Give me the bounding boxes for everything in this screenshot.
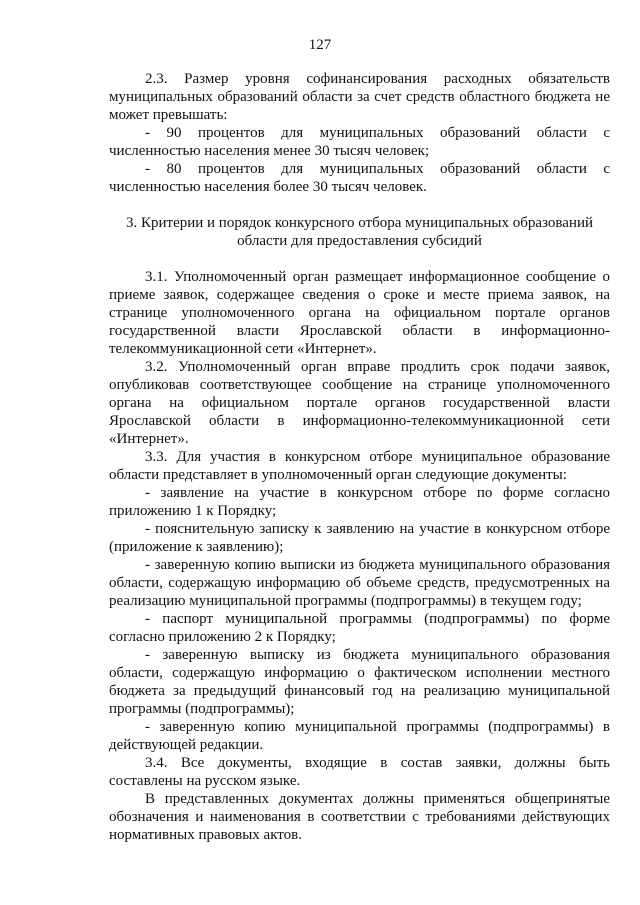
paragraph-3-2: 3.2. Уполномоченный орган вправе продлить срок подачи заявок, опубликовав соответствующее сообщение на странице уполномоченного органа на официальном портале органов государственной власти Ярославской области в информационно-телекоммуникационной сети «Интернет». xyxy=(109,359,610,447)
section-heading-line-2: области для предоставления субсидий xyxy=(237,233,482,249)
paragraph-standards: В представленных документах должны применяться общепринятые обозначения и наименования в соответствии с требованиями действующих нормативных правовых актов. xyxy=(109,791,610,843)
list-item-80-percent: - 80 процентов для муниципальных образований области с численностью населения более 30 тысяч человек. xyxy=(109,161,610,195)
paragraph-3-3: 3.3. Для участия в конкурсном отборе муниципальное образование области представляет в уполномоченный орган следующие документы: xyxy=(109,449,610,483)
section-heading-line-1: 3. Критерии и порядок конкурсного отбора муниципальных образований xyxy=(125,215,593,231)
list-item-90-percent: - 90 процентов для муниципальных образований области с численностью населения менее 30 тысяч человек; xyxy=(109,125,610,159)
list-item-program-passport: - паспорт муниципальной программы (подпрограммы) по форме согласно приложению 2 к Порядку; xyxy=(109,611,610,645)
page-number: 127 xyxy=(308,37,332,53)
section-3-heading xyxy=(109,214,610,250)
paragraph-2-3: 2.3. Размер уровня софинансирования расходных обязательств муниципальных образований области за счет средств областного бюджета не может превышать: xyxy=(109,71,610,123)
list-item-program-copy: - заверенную копию муниципальной программы (подпрограммы) в действующей редакции. xyxy=(109,719,610,753)
paragraph-3-1: 3.1. Уполномоченный орган размещает информационное сообщение о приеме заявок, содержащее сведения о сроке и месте приема заявок, на странице уполномоченного органа на официальном портале органов государственной власти Ярославской области в информационно-телекоммуникационной сети «Интернет». xyxy=(109,269,610,357)
document-body xyxy=(109,70,610,844)
paragraph-3-4: 3.4. Все документы, входящие в состав заявки, должны быть составлены на русском языке. xyxy=(109,755,610,789)
list-item-budget-execution-extract: - заверенную выписку из бюджета муниципального образования области, содержащую информацию о фактическом исполнении местного бюджета за предыдущий финансовый год на реализацию муниципальной программы (подпрограммы); xyxy=(109,647,610,717)
list-item-budget-extract-copy: - заверенную копию выписки из бюджета муниципального образования области, содержащую информацию об объеме средств, предусмотренных на реализацию муниципальной программы (подпрограммы) в текущем году; xyxy=(109,557,610,609)
list-item-explanatory-note: - пояснительную записку к заявлению на участие в конкурсном отборе (приложение к заявлению); xyxy=(109,521,610,555)
list-item-application: - заявление на участие в конкурсном отборе по форме согласно приложению 1 к Порядку; xyxy=(109,485,610,519)
